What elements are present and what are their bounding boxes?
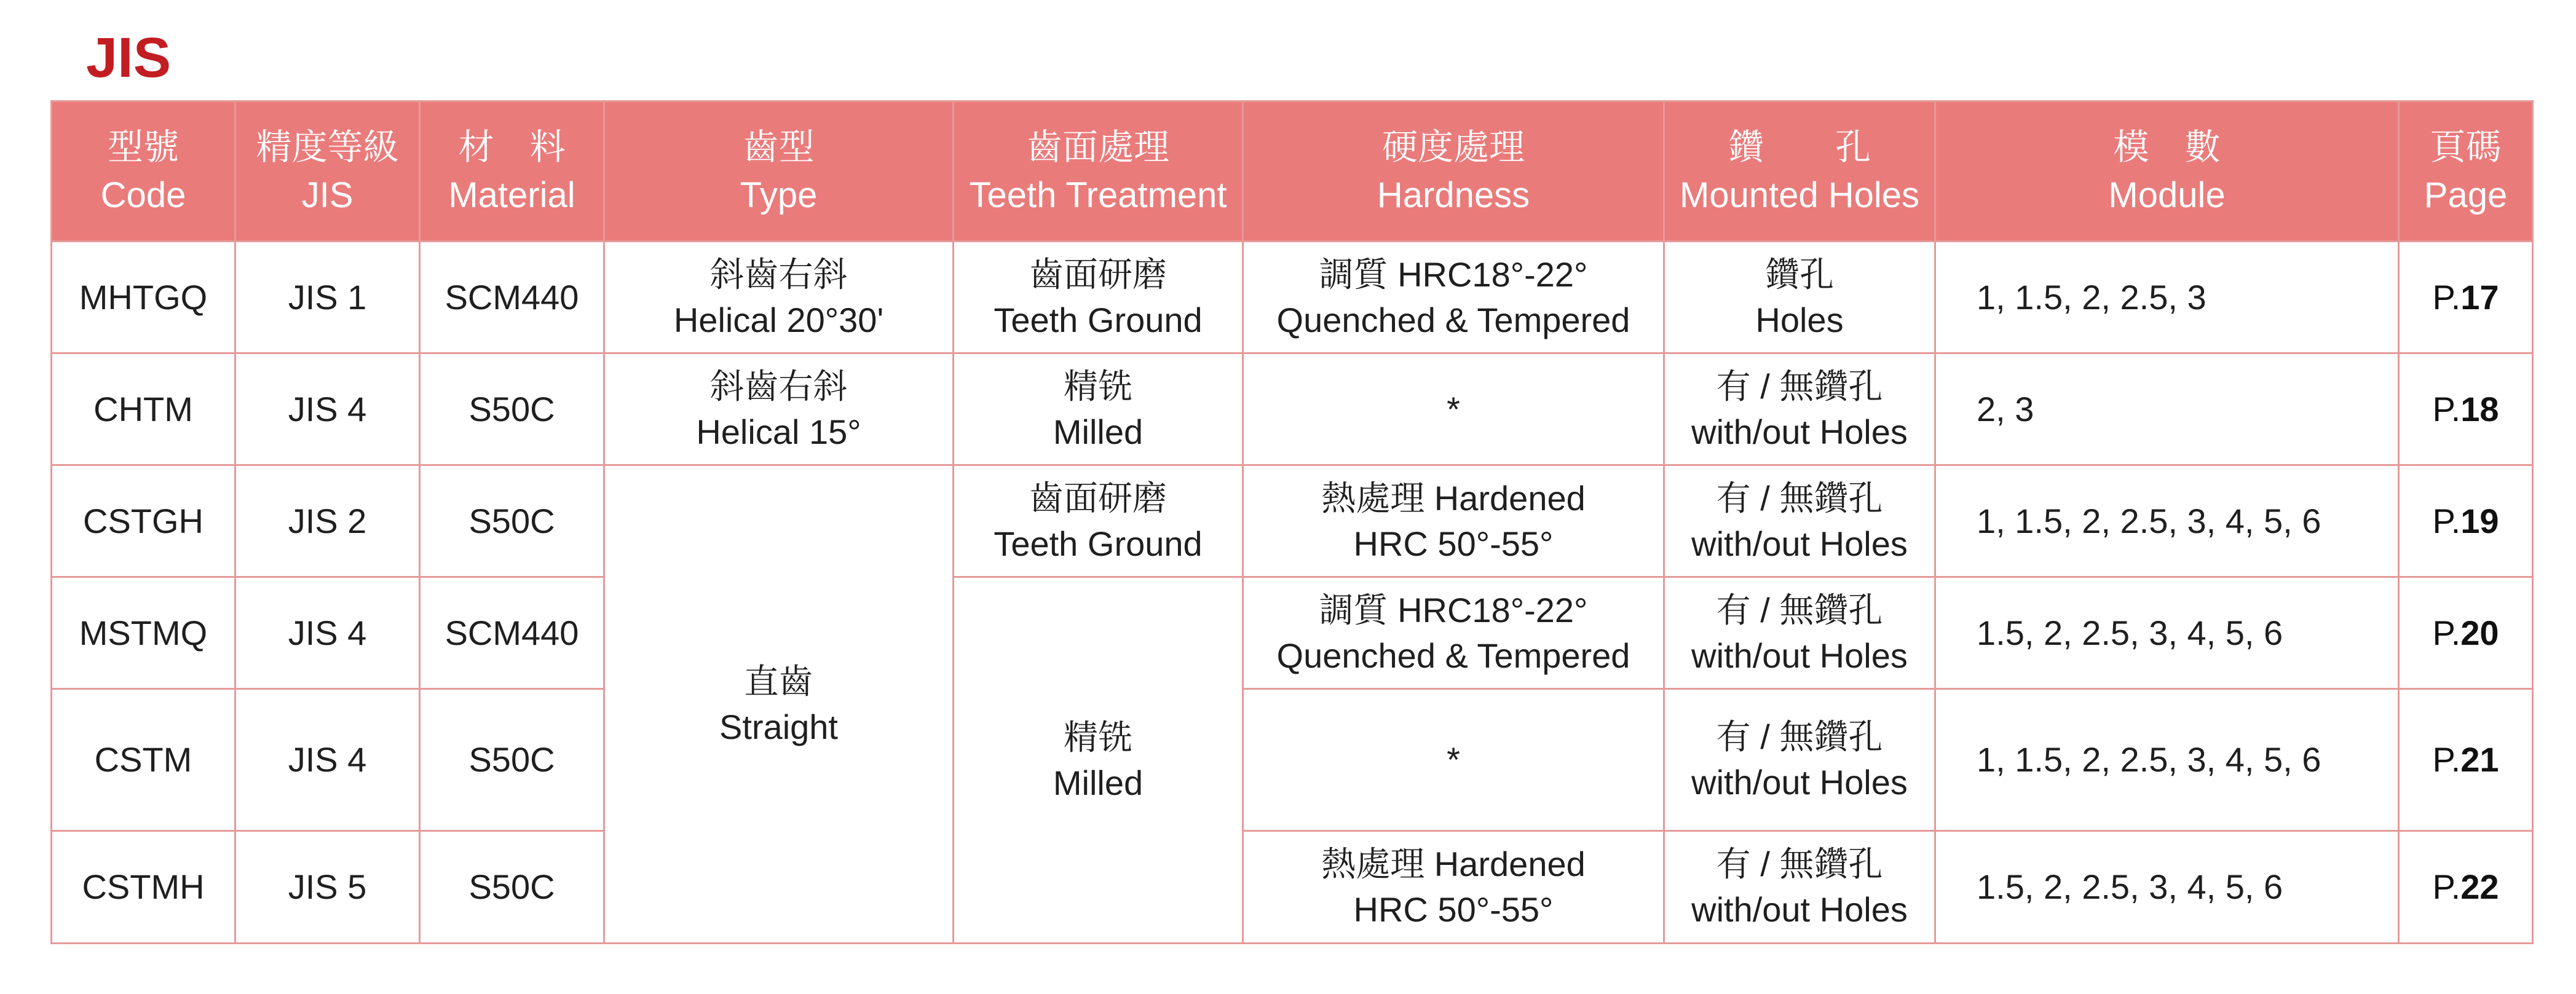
table-row: [52, 465, 2533, 577]
cell-jis: JIS 2: [235, 465, 420, 577]
table-row: [52, 689, 2533, 831]
header-holes-zh: 鑽 孔: [1728, 127, 1871, 167]
header-module-zh: 模 數: [2113, 127, 2221, 167]
treatment-zh: 齒面研磨: [1029, 254, 1167, 294]
cell-code: CSTGH: [52, 465, 235, 577]
table-row: [52, 577, 2533, 689]
cell-treatment: [954, 577, 1243, 944]
cell-code: MHTGQ: [52, 242, 235, 353]
cell-code: CSTM: [52, 689, 235, 831]
header-type-zh: 齒型: [743, 127, 815, 167]
cell-page: [2399, 242, 2533, 353]
treatment-zh: 精铣: [1064, 717, 1132, 757]
table-row: [52, 831, 2533, 944]
treatment-en: Milled: [1053, 763, 1144, 802]
cell-module: 1.5, 2, 2.5, 3, 4, 5, 6: [1935, 831, 2399, 944]
holes-line-1: 鑽孔: [1765, 254, 1834, 294]
cell-type: [604, 242, 954, 353]
type-zh: 斜齒右斜: [709, 254, 848, 294]
hardness-line-2: Quenched & Tempered: [1276, 636, 1630, 675]
cell-page: [2399, 689, 2533, 831]
cell-module: 1, 1.5, 2, 2.5, 3: [1935, 242, 2399, 353]
header-type: [604, 101, 954, 242]
header-code-zh: 型號: [107, 127, 179, 167]
cell-type: [604, 353, 954, 465]
cell-jis: JIS 1: [235, 242, 420, 353]
holes-line-1: 有 / 無鑽孔: [1716, 845, 1883, 883]
cell-module: 1, 1.5, 2, 2.5, 3, 4, 5, 6: [1935, 465, 2399, 577]
cell-treatment: [954, 242, 1243, 353]
table-row: [52, 353, 2533, 465]
treatment-zh: 精铣: [1064, 366, 1132, 406]
type-zh: 斜齒右斜: [709, 366, 848, 406]
header-material: [420, 101, 604, 242]
header-holes: [1664, 101, 1935, 242]
treatment-en: Milled: [1053, 412, 1144, 451]
hardness-line-1: 熱處理 Hardened: [1321, 845, 1586, 883]
header-row: [52, 101, 2533, 242]
cell-holes: [1664, 577, 1935, 689]
header-hardness: [1243, 101, 1664, 242]
page-link[interactable]: P.18: [2432, 389, 2499, 428]
hardness-line-1: *: [1447, 389, 1460, 428]
cell-hardness: [1243, 577, 1664, 689]
cell-hardness: [1243, 353, 1664, 465]
header-module-en: Module: [2108, 175, 2226, 215]
table-row: [52, 242, 2533, 353]
header-page-en: Page: [2424, 175, 2508, 215]
holes-line-1: 有 / 無鑽孔: [1716, 478, 1883, 518]
cell-page: [2399, 465, 2533, 577]
cell-module: 2, 3: [1935, 353, 2399, 465]
cell-jis: JIS 4: [235, 689, 420, 831]
header-jis: [235, 101, 420, 242]
page-link[interactable]: P.17: [2432, 277, 2499, 317]
page-title: JIS: [86, 26, 172, 89]
page-link[interactable]: P.19: [2432, 501, 2499, 540]
cell-hardness: [1243, 689, 1664, 831]
holes-line-2: with/out Holes: [1691, 763, 1908, 802]
header-page: [2399, 101, 2533, 242]
cell-treatment: [954, 353, 1243, 465]
cell-holes: [1664, 353, 1935, 465]
cell-page: [2399, 353, 2533, 465]
cell-module: 1.5, 2, 2.5, 3, 4, 5, 6: [1935, 577, 2399, 689]
type-en: Helical 15°: [696, 412, 861, 451]
header-page-zh: 頁碼: [2430, 127, 2502, 167]
cell-module: 1, 1.5, 2, 2.5, 3, 4, 5, 6: [1935, 689, 2399, 831]
cell-jis: JIS 4: [235, 577, 420, 689]
treatment-en: Teeth Ground: [994, 524, 1203, 563]
type-zh: 直齒: [744, 661, 813, 701]
page-link[interactable]: P.20: [2432, 613, 2499, 652]
cell-page: [2399, 831, 2533, 944]
cell-page: [2399, 577, 2533, 689]
cell-code: MSTMQ: [52, 577, 235, 689]
page-link[interactable]: P.21: [2432, 740, 2499, 779]
cell-code: CSTMH: [52, 831, 235, 944]
holes-line-2: with/out Holes: [1691, 524, 1908, 563]
holes-line-2: Holes: [1755, 300, 1844, 339]
cell-material: S50C: [420, 689, 604, 831]
header-holes-en: Mounted Holes: [1679, 175, 1920, 215]
cell-material: S50C: [420, 465, 604, 577]
treatment-zh: 齒面研磨: [1029, 478, 1167, 518]
cell-holes: [1664, 689, 1935, 831]
holes-line-1: 有 / 無鑽孔: [1716, 717, 1883, 756]
header-material-en: Material: [448, 175, 575, 215]
cell-material: SCM440: [420, 577, 604, 689]
holes-line-2: with/out Holes: [1691, 890, 1908, 929]
cell-material: S50C: [420, 831, 604, 944]
holes-line-2: with/out Holes: [1691, 412, 1908, 451]
product-table: [50, 100, 2534, 944]
header-type-en: Type: [740, 175, 818, 215]
holes-line-1: 有 / 無鑽孔: [1716, 366, 1883, 406]
cell-holes: [1664, 465, 1935, 577]
holes-line-2: with/out Holes: [1691, 636, 1908, 675]
hardness-line-2: HRC 50°-55°: [1353, 890, 1554, 929]
header-treatment-zh: 齒面處理: [1026, 127, 1169, 167]
cell-material: SCM440: [420, 242, 604, 353]
cell-code: CHTM: [52, 353, 235, 465]
treatment-en: Teeth Ground: [994, 300, 1203, 339]
type-en: Helical 20°30': [673, 300, 884, 339]
cell-treatment: [954, 465, 1243, 577]
header-material-zh: 材 料: [458, 127, 566, 167]
hardness-line-1: 熱處理 Hardened: [1321, 478, 1586, 518]
cell-holes: [1664, 242, 1935, 353]
cell-hardness: [1243, 242, 1664, 353]
hardness-line-1: 調質 HRC18°-22°: [1319, 590, 1588, 629]
cell-jis: JIS 5: [235, 831, 420, 944]
header-treatment-en: Teeth Treatment: [969, 175, 1227, 215]
header-code: [52, 101, 235, 242]
page-link[interactable]: P.22: [2432, 867, 2499, 906]
header-hardness-zh: 硬度處理: [1381, 127, 1525, 167]
cell-holes: [1664, 831, 1935, 944]
header-module: [1935, 101, 2399, 242]
cell-hardness: [1243, 831, 1664, 944]
header-hardness-en: Hardness: [1377, 175, 1530, 215]
hardness-line-2: HRC 50°-55°: [1353, 524, 1554, 563]
type-en: Straight: [719, 707, 838, 746]
cell-type: [604, 465, 954, 944]
cell-material: S50C: [420, 353, 604, 465]
hardness-line-1: *: [1447, 740, 1460, 779]
hardness-line-1: 調質 HRC18°-22°: [1319, 254, 1588, 294]
cell-hardness: [1243, 465, 1664, 577]
header-treatment: [954, 101, 1243, 242]
header-code-en: Code: [100, 175, 186, 215]
holes-line-1: 有 / 無鑽孔: [1716, 590, 1883, 629]
hardness-line-2: Quenched & Tempered: [1276, 300, 1630, 339]
cell-jis: JIS 4: [235, 353, 420, 465]
header-jis-zh: 精度等級: [256, 127, 399, 167]
header-jis-en: JIS: [301, 175, 354, 215]
